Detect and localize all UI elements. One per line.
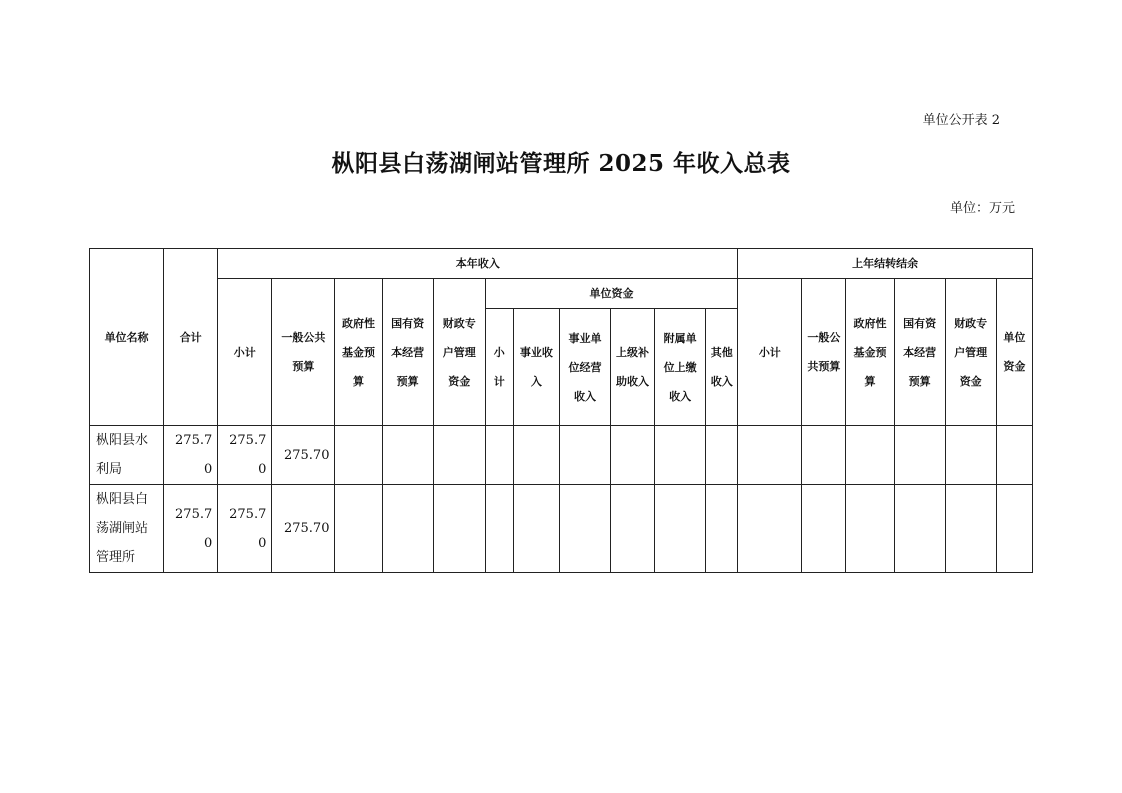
empty-cell xyxy=(706,426,738,485)
row-total: 275.70 xyxy=(164,426,218,485)
empty-cell xyxy=(894,485,945,573)
header-fiscal-special-funds: 财政专户管理资金 xyxy=(433,279,485,426)
header-unit-name: 单位名称 xyxy=(90,249,164,426)
header-py-unit-funds: 单位资金 xyxy=(996,279,1032,426)
empty-cell xyxy=(846,426,894,485)
table-number-label: 单位公开表 2 xyxy=(922,113,1000,128)
row-unit-name: 枞阳县水利局 xyxy=(90,426,164,485)
empty-cell xyxy=(738,426,802,485)
row-subtotal: 275.70 xyxy=(218,485,272,573)
empty-cell xyxy=(655,485,706,573)
header-py-fiscal-special-funds: 财政专户管理资金 xyxy=(945,279,996,426)
header-total: 合计 xyxy=(164,249,218,426)
empty-cell xyxy=(382,426,433,485)
empty-cell xyxy=(802,426,846,485)
header-unit-funds: 单位资金 xyxy=(485,279,737,309)
header-state-capital-budget: 国有资本经营预算 xyxy=(382,279,433,426)
empty-cell xyxy=(846,485,894,573)
empty-cell xyxy=(611,485,655,573)
empty-cell xyxy=(996,426,1032,485)
empty-cell xyxy=(611,426,655,485)
header-py-general-budget: 一般公共预算 xyxy=(802,279,846,426)
page-title: 枞阳县白荡湖闸站管理所 2025 年收入总表 xyxy=(331,150,791,177)
empty-cell xyxy=(894,426,945,485)
header-other-income: 其他收入 xyxy=(706,309,738,426)
header-py-subtotal: 小计 xyxy=(738,279,802,426)
row-total: 275.70 xyxy=(164,485,218,573)
table-row xyxy=(90,426,1033,485)
empty-cell xyxy=(706,485,738,573)
empty-cell xyxy=(655,426,706,485)
empty-cell xyxy=(433,485,485,573)
header-py-gov-fund-budget: 政府性基金预算 xyxy=(846,279,894,426)
header-unit-funds-subtotal: 小计 xyxy=(485,309,513,426)
empty-cell xyxy=(945,426,996,485)
empty-cell xyxy=(513,485,559,573)
row-general-budget: 275.70 xyxy=(272,426,335,485)
empty-cell xyxy=(335,426,382,485)
row-subtotal: 275.70 xyxy=(218,426,272,485)
header-gov-fund-budget: 政府性基金预算 xyxy=(335,279,382,426)
row-unit-name: 枞阳县白荡湖闸站管理所 xyxy=(90,485,164,573)
empty-cell xyxy=(559,485,610,573)
empty-cell xyxy=(802,485,846,573)
header-business-income: 事业收入 xyxy=(513,309,559,426)
empty-cell xyxy=(433,426,485,485)
header-operating-income: 事业单位经营收入 xyxy=(559,309,610,426)
unit-label: 单位：万元 xyxy=(949,201,1015,216)
row-general-budget: 275.70 xyxy=(272,485,335,573)
header-affiliated-income: 附属单位上缴收入 xyxy=(655,309,706,426)
empty-cell xyxy=(945,485,996,573)
table-row xyxy=(90,485,1033,573)
header-superior-subsidy: 上级补助收入 xyxy=(611,309,655,426)
empty-cell xyxy=(335,485,382,573)
empty-cell xyxy=(513,426,559,485)
empty-cell xyxy=(996,485,1032,573)
header-py-state-capital-budget: 国有资本经营预算 xyxy=(894,279,945,426)
empty-cell xyxy=(485,426,513,485)
income-summary-table xyxy=(89,248,1033,573)
empty-cell xyxy=(485,485,513,573)
header-subtotal: 小计 xyxy=(218,279,272,426)
empty-cell xyxy=(382,485,433,573)
header-general-budget: 一般公共预算 xyxy=(272,279,335,426)
empty-cell xyxy=(738,485,802,573)
empty-cell xyxy=(559,426,610,485)
header-prior-year-carryover: 上年结转结余 xyxy=(738,249,1033,279)
header-current-year-income: 本年收入 xyxy=(218,249,738,279)
